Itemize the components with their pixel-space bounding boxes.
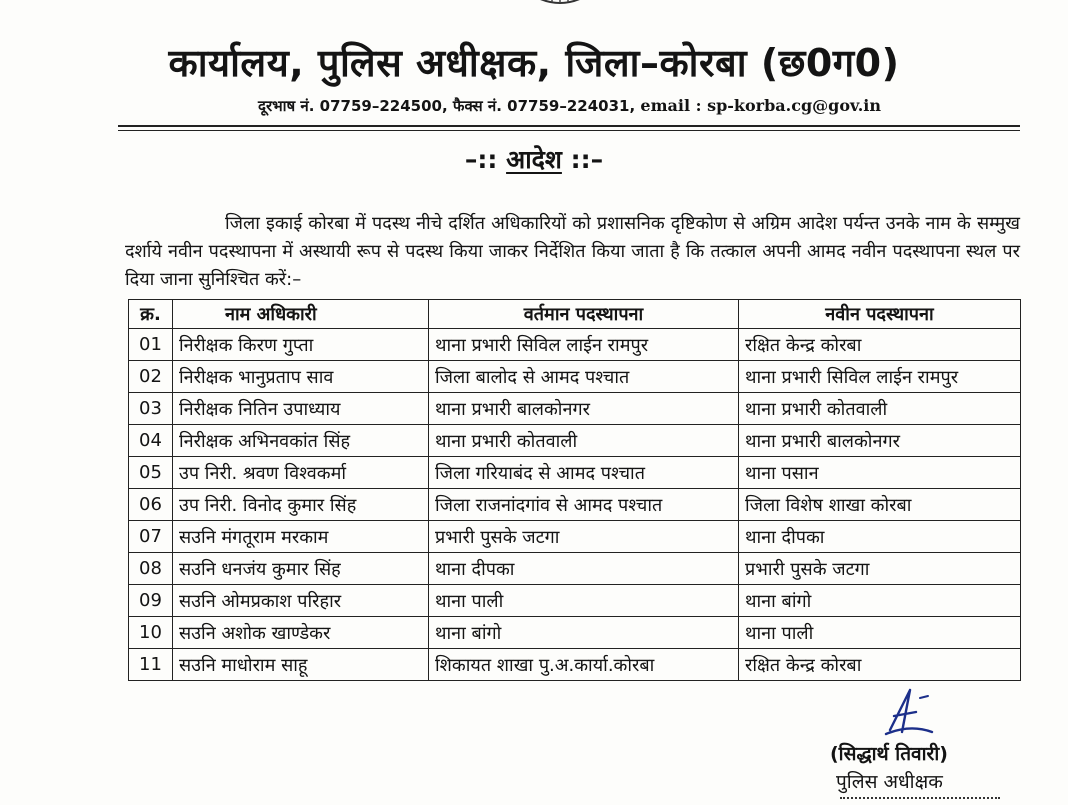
officer-name: सउनि अशोक खाण्डेकर xyxy=(173,617,429,649)
current-posting: थाना प्रभारी कोतवाली xyxy=(429,425,739,457)
current-posting: थाना दीपका xyxy=(429,553,739,585)
officer-name: निरीक्षक नितिन उपाध्याय xyxy=(173,393,429,425)
signatory-name: (सिद्धार्थ तिवारी) xyxy=(830,743,948,765)
new-posting: रक्षित केन्द्र कोरबा xyxy=(739,329,1021,361)
serial-number: 06 xyxy=(129,489,173,521)
table-row xyxy=(129,361,1021,393)
current-posting: थाना प्रभारी बालकोनगर xyxy=(429,393,739,425)
table-row xyxy=(129,393,1021,425)
serial-number: 07 xyxy=(129,521,173,553)
order-heading xyxy=(0,142,1068,176)
table-row xyxy=(129,553,1021,585)
table-row xyxy=(129,425,1021,457)
officer-name: सउनि ओमप्रकाश परिहार xyxy=(173,585,429,617)
order-heading-suffix: ::– xyxy=(561,145,604,174)
current-posting: थाना बांगो xyxy=(429,617,739,649)
serial-number: 09 xyxy=(129,585,173,617)
new-posting: थाना पसान xyxy=(739,457,1021,489)
new-posting: थाना पाली xyxy=(739,617,1021,649)
serial-number: 08 xyxy=(129,553,173,585)
serial-number: 01 xyxy=(129,329,173,361)
current-posting: जिला बालोद से आमद पश्चात xyxy=(429,361,739,393)
emblem-fragment xyxy=(530,0,590,8)
header-divider xyxy=(118,125,1020,127)
current-posting: थाना पाली xyxy=(429,585,739,617)
order-heading-prefix: –:: xyxy=(464,145,507,174)
serial-number: 11 xyxy=(129,649,173,681)
transfer-table xyxy=(128,299,1021,681)
new-posting: थाना बांगो xyxy=(739,585,1021,617)
contact-line xyxy=(258,96,881,116)
officer-name: उप निरी. विनोद कुमार सिंह xyxy=(173,489,429,521)
current-posting: थाना प्रभारी सिविल लाईन रामपुर xyxy=(429,329,739,361)
table-row xyxy=(129,457,1021,489)
header-divider-thin xyxy=(118,130,1020,131)
office-title: कार्यालय, पुलिस अधीक्षक, जिला–कोरबा (छ0ग0) xyxy=(168,41,900,85)
phone-fax: दूरभाष नं. 07759–224500, फैक्स नं. 07759–224031, xyxy=(258,97,641,115)
serial-number: 05 xyxy=(129,457,173,489)
current-posting: जिला गरियाबंद से आमद पश्चात xyxy=(429,457,739,489)
officer-name: सउनि माधोराम साहू xyxy=(173,649,429,681)
table-row xyxy=(129,329,1021,361)
signatory-designation: पुलिस अधीक्षक xyxy=(836,771,943,793)
order-heading-word: आदेश xyxy=(506,145,562,174)
officer-name: सउनि मंगतूराम मरकाम xyxy=(173,521,429,553)
new-posting: थाना प्रभारी बालकोनगर xyxy=(739,425,1021,457)
table-row xyxy=(129,617,1021,649)
email-label: email : xyxy=(640,96,708,115)
table-row xyxy=(129,585,1021,617)
new-posting: थाना प्रभारी सिविल लाईन रामपुर xyxy=(739,361,1021,393)
serial-number: 02 xyxy=(129,361,173,393)
new-posting: रक्षित केन्द्र कोरबा xyxy=(739,649,1021,681)
current-posting: प्रभारी पुसके जटगा xyxy=(429,521,739,553)
table-row xyxy=(129,649,1021,681)
email-address[interactable]: sp-korba.cg@gov.in xyxy=(707,96,881,115)
officer-name: निरीक्षक किरण गुप्ता xyxy=(173,329,429,361)
officer-name: निरीक्षक अभिनवकांत सिंह xyxy=(173,425,429,457)
table-row xyxy=(129,521,1021,553)
table-header-row xyxy=(129,300,1021,329)
officer-name: उप निरी. श्रवण विश्वकर्मा xyxy=(173,457,429,489)
current-posting: जिला राजनांदगांव से आमद पश्चात xyxy=(429,489,739,521)
signature-scribble xyxy=(880,686,940,738)
officer-name: सउनि धनजंय कुमार सिंह xyxy=(173,553,429,585)
new-posting: थाना दीपका xyxy=(739,521,1021,553)
header-new-posting: नवीन पदस्थापना xyxy=(739,300,1021,329)
new-posting: जिला विशेष शाखा कोरबा xyxy=(739,489,1021,521)
order-paragraph: जिला इकाई कोरबा में पदस्थ नीचे दर्शित अधिकारियों को प्रशासनिक दृष्टिकोण से अग्रिम आदेश पर्यन्त उनके नाम के सम्मुख दर्शाये नवीन पदस्थापना में अस्थायी रूप से पदस्थ किया जाकर निर्देशित किया जाता है कि तत्काल अपनी आमद नवीन पदस्थापना स्थल पर दिया जाना सुनिश्चित करें:– xyxy=(125,213,1020,290)
serial-number: 03 xyxy=(129,393,173,425)
officer-name: निरीक्षक भानुप्रताप साव xyxy=(173,361,429,393)
table-row xyxy=(129,489,1021,521)
current-posting: शिकायत शाखा पु.अ.कार्या.कोरबा xyxy=(429,649,739,681)
serial-number: 04 xyxy=(129,425,173,457)
serial-number: 10 xyxy=(129,617,173,649)
new-posting: प्रभारी पुसके जटगा xyxy=(739,553,1021,585)
new-posting: थाना प्रभारी कोतवाली xyxy=(739,393,1021,425)
cut-off-text-fragment xyxy=(840,797,1000,805)
header-current-posting: वर्तमान पदस्थापना xyxy=(429,300,739,329)
header-serial: क्र. xyxy=(129,300,173,329)
header-officer-name: नाम अधिकारी xyxy=(173,300,429,329)
